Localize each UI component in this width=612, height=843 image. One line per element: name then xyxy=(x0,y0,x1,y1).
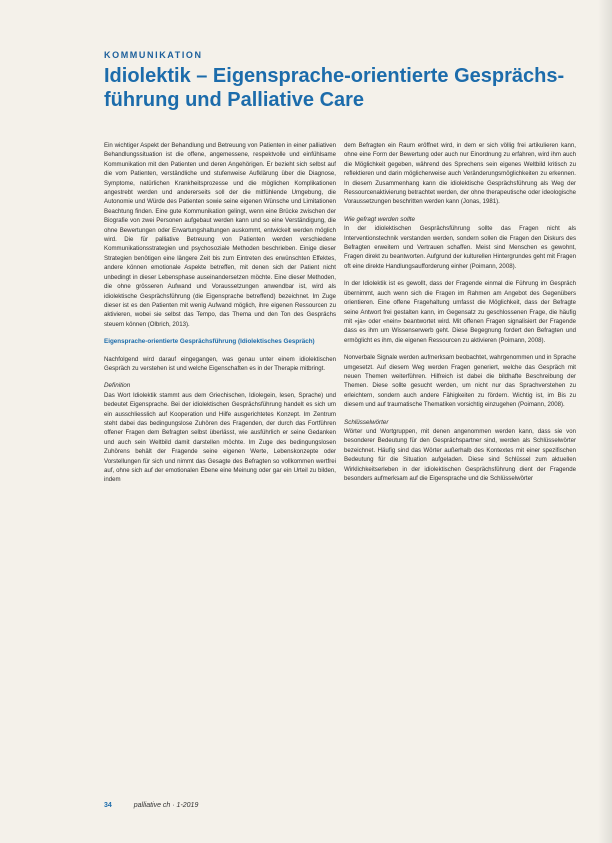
article-title: Idiolektik – Eigensprache-orientierte Gesprächs-führung und Palliative Care xyxy=(104,65,565,111)
questioning-paragraph: In der idiolektischen Gesprächsführung sollte das Fragen nicht als Interventionstechnik verstanden werden, sondern sollen die Fragen den Diskurs des Befragten erweitern und Vertrauen schaffen. Meist sind Menschen es gewohnt, Fragen direkt zu beantworten. Aufgrund der kulturellen Hintergrundes geht mit Fragen oft eine direkte Handlungsaufforderung einher (Poimann, 2008). xyxy=(344,225,576,270)
continuation-paragraph: dem Befragten ein Raum eröffnet wird, in dem er sich völlig frei artikulieren kann, ohne eine Form der Bewertung oder auch nur Einordnung zu erfahren, wird ihm auch die Möglichkeit gegeben, während des Sprechens sein eigenes Weltbild kritisch zu reflektieren und darin möglicherweise auch Veränderungsmöglichkeiten zu erkennen. In diesem Zusammenhang kann die idiolektische Gesprächsführung als Weg der Ressourcenaktivierung betrachtet werden, der ohne therapeutische oder ideologische Voraussetzungen beschritten werden kann (Jonas, 1981). xyxy=(344,142,576,206)
keywords-heading: Schlüsselwörter xyxy=(344,418,389,426)
definition-heading: Definition xyxy=(104,382,131,390)
page-edge-shadow xyxy=(598,0,612,843)
section-intro-paragraph: Nachfolgend wird darauf eingegangen, was genau unter einem idiolektischen Gespräch zu verstehen ist und welche Eigenschaften es in der Therapie mitbringt. xyxy=(104,355,336,372)
page-footer xyxy=(104,802,198,809)
nonverbal-paragraph: Nonverbale Signale werden aufmerksam beobachtet, wahrgenommen und in Sprache umgesetzt. Auf diesem Weg werden Fragen generiert, welche das Gespräch mit neuen Themen weiterführen. Hilfreich ist dabei die bildhafte Beschreibung der Themen. Diese sollte gesucht werden, um nicht nur das Sprachverstehen zu erleichtern, sondern auch andere Fähigkeiten zu fördern. Wichtig ist, im Bis zu diesem und auf traumatische Thematiken vorsichtig einzugehen (Poimann, 2008). xyxy=(344,354,576,409)
keywords-paragraph: Wörter und Wortgruppen, mit denen angenommen werden kann, dass sie von besonderer Bedeutung für den Gesprächspartner sind, werden als Schlüsselwörter bezeichnet. Häufig sind das Wörter außerhalb des Kontextes mit einer spezifischen Bedeutung für die Situation aufgeladen. Diese sind Schlüssel zum aktuellen Wirklichkeitserleben in der idiolektischen Gesprächsführung dient der Fragende besonders aufmerksam auf die Eigensprache und die Schlüsselwörter xyxy=(344,427,576,482)
section-label: KOMMUNIKATION xyxy=(104,50,203,60)
right-column xyxy=(344,141,576,491)
open-questions-paragraph: In der Idiolektik ist es gewollt, dass der Fragende einmal die Führung im Gespräch übernimmt, auch wenn sich die Fragen im Rahmen am Angebot des Gegenübers orientieren. Eine offene Fragehaltung umfasst die Möglichkeit, dass der Befragte seine Antwort frei gestalten kann, im Gegensatz zu geschlossenen Frage, die häufig mit «ja» oder «nein» beantwortet wird. Mit offenen Fragen signalisiert der Fragende dass es ihm um Wissenserwerb geht. Diese Begegnung fordert den Befragten und ermöglicht es ihm, die eigenen Ressourcen zu aktivieren (Poimann, 2008). xyxy=(344,280,576,344)
section-subheading: Eigensprache-orientierte Gesprächsführung (Idiolektisches Gespräch) xyxy=(104,338,315,346)
definition-paragraph: Das Wort Idiolektik stammt aus dem Griechischen, Idiolegein, lesen, Sprache) und bedeutet Eigensprache. Bei der idiolektischen Gesprächsführung handelt es sich um ein ausschliesslich auf Kooperation und Hilfe ausgerichtetes Konzept. Im Zentrum steht dabei das bedingungslose Zuhören des Fragenden, der durch das Fortführen offener Fragen dem Befragten selbst überlässt, wie ausführlich er seine Gedanken und auch sein Weltbild damit darstellen möchte. Im Zuge des bedingungslosen Zuhörens behält der Fragende seine eigenen Werte, Lebenskonzepte oder Vorstellungen für sich und nimmt das Gesagte des Befragten so vollkommen wertfrei auf, ohne sich auf der emotionalen Ebene eine Meinung oder gar ein Urteil zu bilden, indem xyxy=(104,391,336,484)
page-number: 34 xyxy=(104,802,112,809)
magazine-issue: palliative ch · 1-2019 xyxy=(133,802,199,809)
intro-paragraph: Ein wichtiger Aspekt der Behandlung und Betreuung von Patienten in einer palliativen Behandlungssituation ist die offene, angemessene, respektvolle und einfühlsame Kommunikation mit den Patienten und deren Angehörigen. Er bezieht sich selbst auf die vom Patienten, verständliche und stufenweise Aufklärung über die Diagnose, Symptome, natürlichen Krankheitsprozesse und die möglichen Komplikationen angestrebt werden und andererseits soll der die mitfühlende Umgebung, die Autonomie und Würde des Patienten sowie seine eigenen Wünsche und Limitationen Beachtung finden. Eine gute Kommunikation gelingt, wenn eine Brücke zwischen der Biografie von zwei Personen aufgebaut werden kann und so eine Verständigung, die ohne Bewertungen oder Erwartungshaltungen auskommt, entwickelt werden möglich wird. Die für palliative Betreuung von Patienten werden verschiedene Kommunikationsstrategien und psychosoziale Methoden beschrieben. Einige dieser Strategien benötigen eine längere Zeit bis zum Eintreten des erwünschten Effektes, andere können emotionale Aspekte betreffen, mit denen sich der Patient nicht unbedingt in dieser Lebensphase auseinandersetzen möchte. Eine dieser Methoden, die ohne grösseren Aufwand und Voraussetzungen anwendbar ist, wird als idiolektische Gesprächsführung (die Eigensprache betreffend) bezeichnet. Im Zuge dieser ist es den Patienten mit wenig Aufwand möglich, ihre eigenen Ressourcen zu aktivieren, wobei sie selbst das Tempo, das Thema und den Ton des Gesprächs steuern können (Olbrich, 2013). xyxy=(104,142,336,328)
questioning-heading: Wie gefragt werden sollte xyxy=(344,215,415,223)
left-column xyxy=(104,141,336,493)
